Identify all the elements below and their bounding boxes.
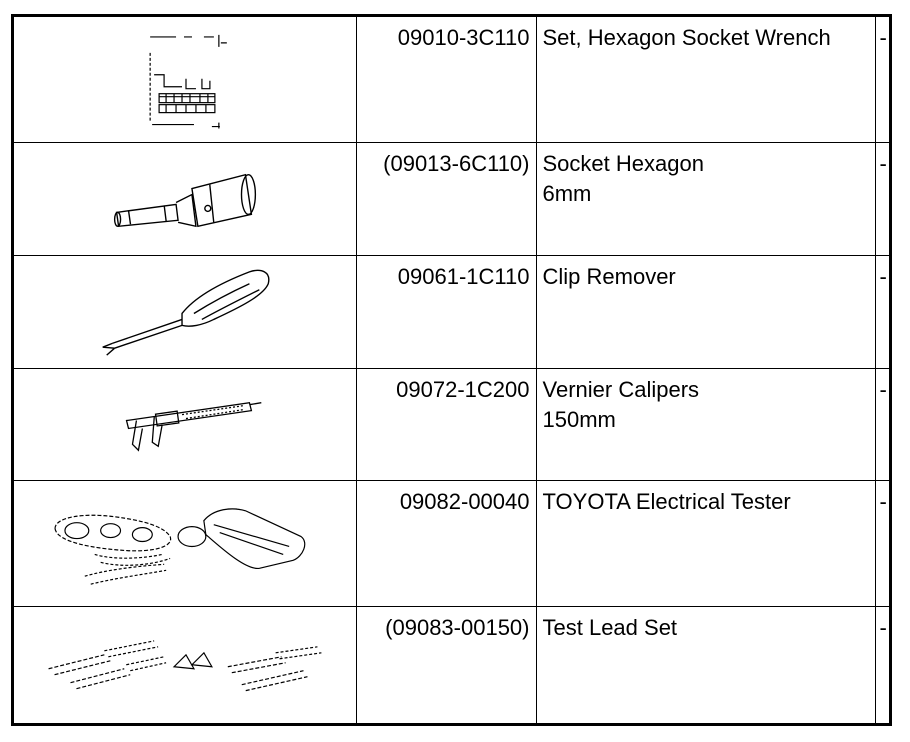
- tool-name-line: Vernier Calipers: [542, 376, 700, 402]
- tool-name: [536, 480, 875, 606]
- part-number: 09061-1C110: [356, 255, 536, 368]
- tool-name-line: 150mm: [542, 406, 616, 432]
- tool-table-frame: [11, 14, 892, 726]
- tool-name-line: Socket Hexagon: [542, 150, 704, 176]
- tool-table: [14, 17, 889, 723]
- tool-name: [536, 606, 875, 723]
- tool-name-line: Clip Remover: [542, 263, 676, 289]
- part-number: 09010-3C110: [356, 17, 536, 142]
- note: -: [875, 17, 889, 142]
- tool-name: [536, 17, 875, 142]
- vernier-calipers-icon: [14, 369, 356, 480]
- part-number: 09082-00040: [356, 480, 536, 606]
- part-number: 09072-1C200: [356, 368, 536, 480]
- note: -: [875, 368, 889, 480]
- part-number: (09083-00150): [356, 606, 536, 723]
- hexagon-socket-wrench-set-icon: [14, 17, 356, 142]
- table-row: [14, 255, 889, 368]
- note: -: [875, 142, 889, 255]
- tool-name-line: Set, Hexagon Socket Wrench: [542, 25, 831, 50]
- clip-remover-icon: [14, 256, 356, 368]
- table-row: [14, 368, 889, 480]
- tool-name: [536, 368, 875, 480]
- table-row: [14, 480, 889, 606]
- socket-hexagon-illustration: [14, 142, 356, 255]
- hexagon-socket-wrench-set-illustration: [14, 17, 356, 142]
- tool-name: [536, 142, 875, 255]
- clip-remover-illustration: [14, 255, 356, 368]
- tool-name: [536, 255, 875, 368]
- tool-name-line: TOYOTA Electrical Tester: [542, 488, 791, 514]
- electrical-tester-icon: [14, 481, 356, 606]
- tool-name-line: Test Lead Set: [542, 614, 678, 640]
- table-row: [14, 606, 889, 723]
- test-lead-set-icon: [14, 607, 356, 724]
- socket-hexagon-icon: [14, 143, 356, 255]
- part-number: (09013-6C110): [356, 142, 536, 255]
- table-row: [14, 142, 889, 255]
- vernier-calipers-illustration: [14, 368, 356, 480]
- tool-name-line: 6mm: [542, 180, 592, 206]
- electrical-tester-illustration: [14, 480, 356, 606]
- note: -: [875, 255, 889, 368]
- note: -: [875, 606, 889, 723]
- test-lead-set-illustration: [14, 606, 356, 723]
- note: -: [875, 480, 889, 606]
- table-row: [14, 17, 889, 142]
